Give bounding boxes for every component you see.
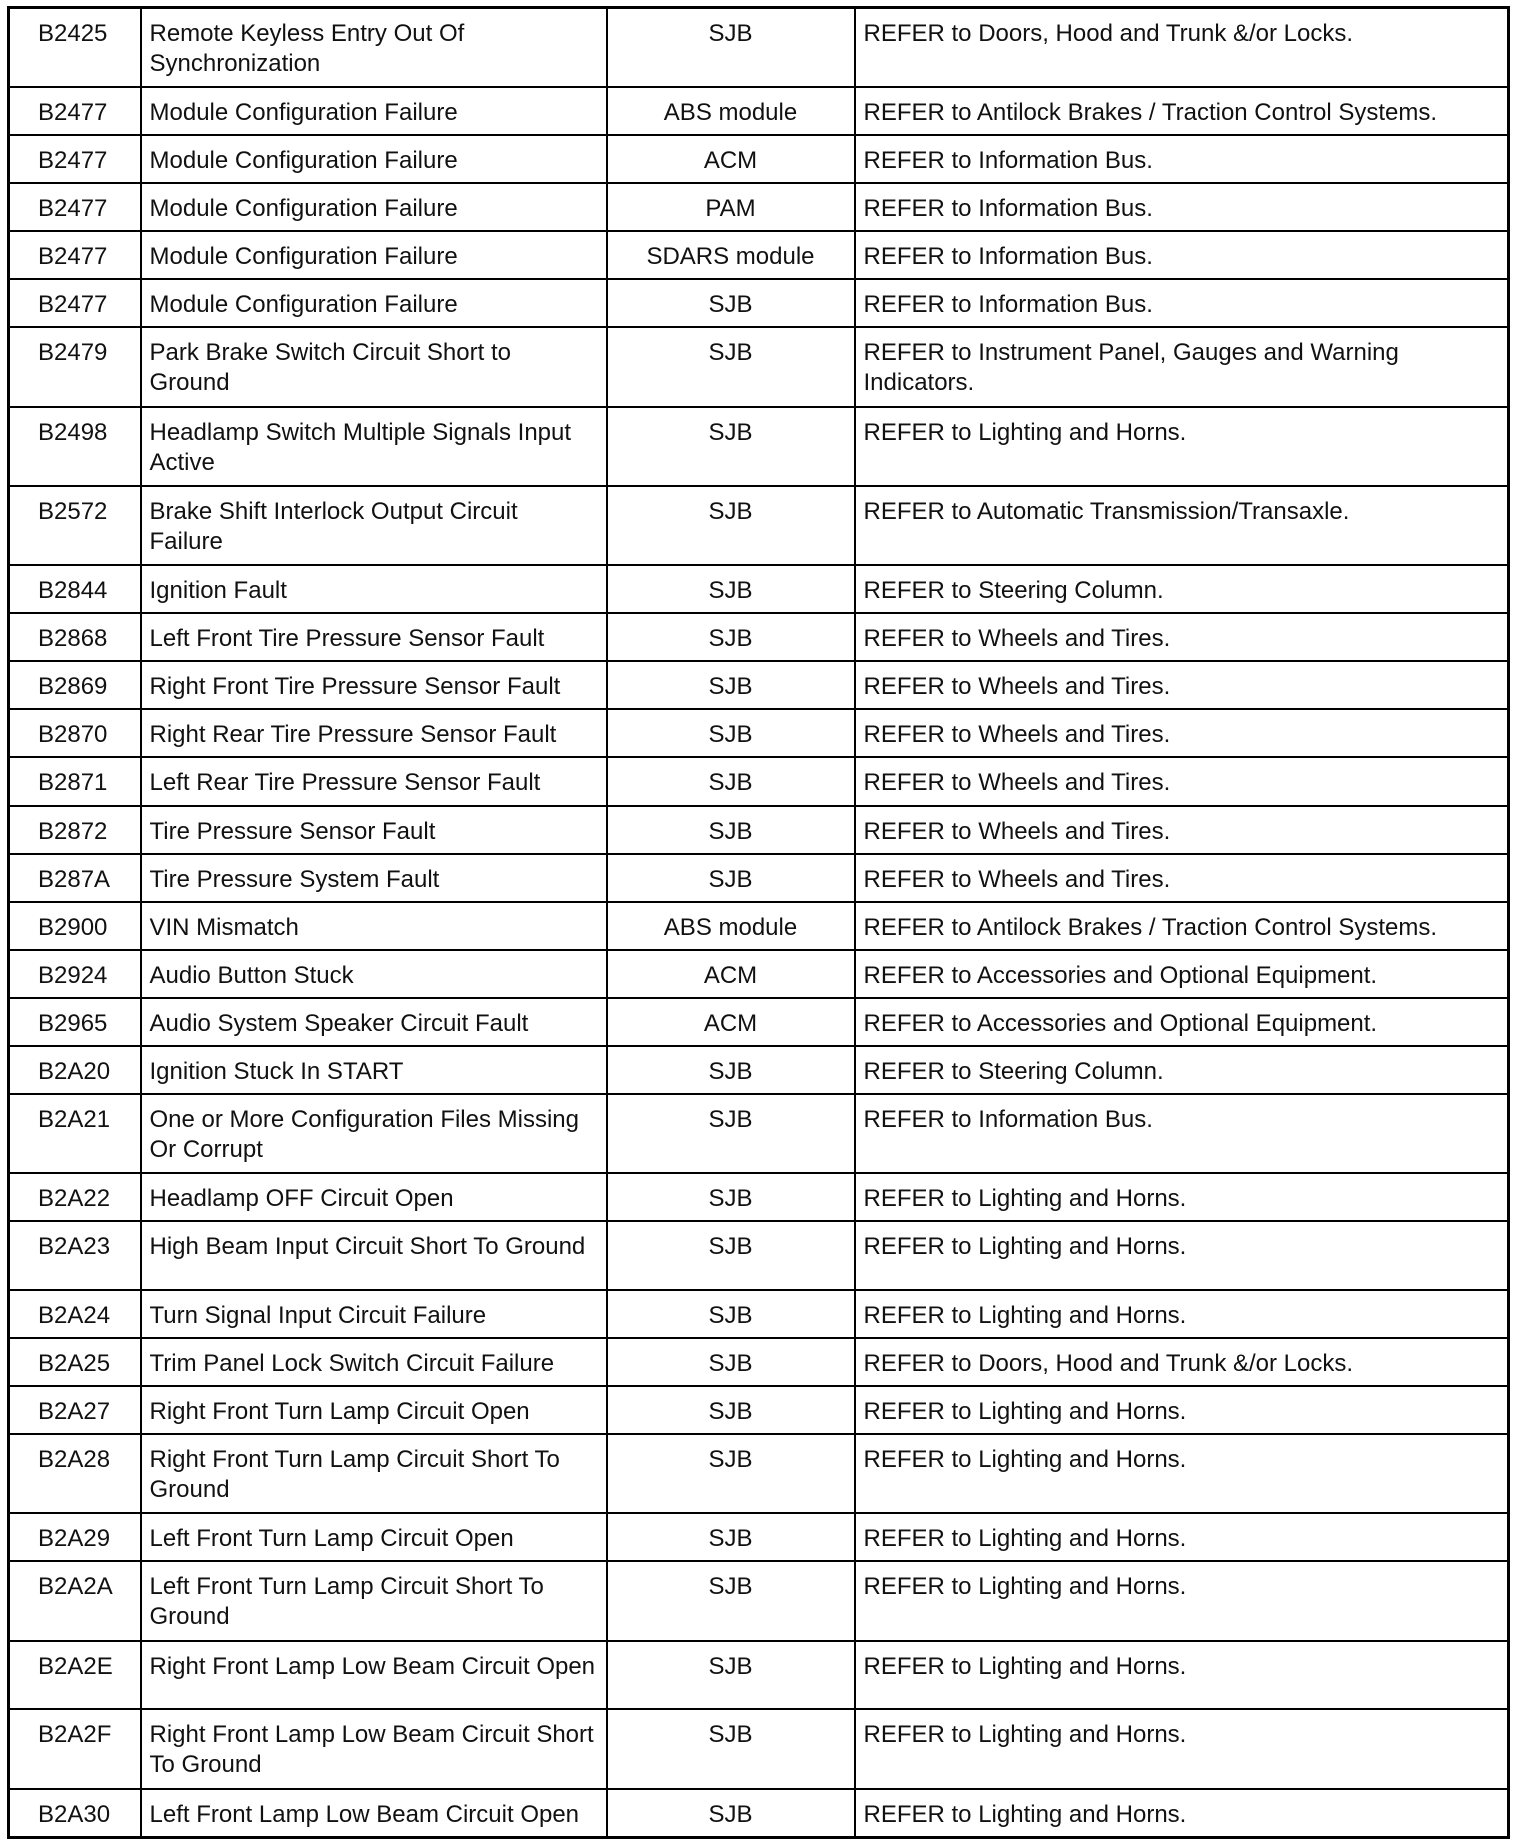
dtc-module-cell: PAM <box>607 183 855 231</box>
dtc-description-cell: VIN Mismatch <box>141 902 607 950</box>
dtc-description-cell: Remote Keyless Entry Out Of Synchronization <box>141 8 607 88</box>
dtc-action-cell: REFER to Information Bus. <box>855 135 1509 183</box>
dtc-code-cell: B2A24 <box>9 1290 141 1338</box>
table-row <box>9 1046 1509 1094</box>
table-row <box>9 279 1509 327</box>
dtc-action-cell: REFER to Information Bus. <box>855 1094 1509 1173</box>
dtc-module-cell: ACM <box>607 950 855 998</box>
dtc-description-cell: Right Rear Tire Pressure Sensor Fault <box>141 709 607 757</box>
dtc-action-cell: REFER to Doors, Hood and Trunk &/or Locks. <box>855 8 1509 88</box>
dtc-description-cell: Module Configuration Failure <box>141 279 607 327</box>
dtc-action-cell: REFER to Wheels and Tires. <box>855 709 1509 757</box>
table-row <box>9 1173 1509 1221</box>
dtc-description-cell: Audio Button Stuck <box>141 950 607 998</box>
dtc-module-cell: SJB <box>607 1789 855 1838</box>
dtc-description-cell: Module Configuration Failure <box>141 135 607 183</box>
dtc-action-cell: REFER to Steering Column. <box>855 565 1509 613</box>
dtc-action-cell: REFER to Lighting and Horns. <box>855 1290 1509 1338</box>
dtc-module-cell: SJB <box>607 613 855 661</box>
dtc-code-cell: B2871 <box>9 757 141 805</box>
table-row <box>9 565 1509 613</box>
dtc-code-cell: B2A20 <box>9 1046 141 1094</box>
dtc-description-cell: Module Configuration Failure <box>141 183 607 231</box>
dtc-description-cell: Ignition Stuck In START <box>141 1046 607 1094</box>
dtc-code-cell: B2477 <box>9 279 141 327</box>
dtc-module-cell: ABS module <box>607 87 855 135</box>
dtc-description-cell: Park Brake Switch Circuit Short to Ground <box>141 327 607 406</box>
dtc-description-cell: Left Front Turn Lamp Circuit Short To Ground <box>141 1561 607 1640</box>
dtc-code-cell: B2A21 <box>9 1094 141 1173</box>
dtc-code-cell: B2965 <box>9 998 141 1046</box>
dtc-description-cell: Ignition Fault <box>141 565 607 613</box>
dtc-code-cell: B2A30 <box>9 1789 141 1838</box>
dtc-description-cell: Trim Panel Lock Switch Circuit Failure <box>141 1338 607 1386</box>
dtc-module-cell: SJB <box>607 8 855 88</box>
dtc-code-cell: B2844 <box>9 565 141 613</box>
dtc-code-cell: B2477 <box>9 87 141 135</box>
dtc-code-cell: B2A25 <box>9 1338 141 1386</box>
table-row <box>9 1789 1509 1838</box>
dtc-code-cell: B2A22 <box>9 1173 141 1221</box>
table-row <box>9 613 1509 661</box>
dtc-action-cell: REFER to Information Bus. <box>855 279 1509 327</box>
dtc-description-cell: Tire Pressure System Fault <box>141 854 607 902</box>
dtc-action-cell: REFER to Instrument Panel, Gauges and Warning Indicators. <box>855 327 1509 406</box>
table-row <box>9 486 1509 565</box>
dtc-module-cell: SJB <box>607 854 855 902</box>
dtc-action-cell: REFER to Antilock Brakes / Traction Control Systems. <box>855 87 1509 135</box>
dtc-module-cell: SJB <box>607 661 855 709</box>
dtc-action-cell: REFER to Wheels and Tires. <box>855 661 1509 709</box>
dtc-code-cell: B2425 <box>9 8 141 88</box>
dtc-code-cell: B287A <box>9 854 141 902</box>
dtc-code-cell: B2477 <box>9 231 141 279</box>
dtc-action-cell: REFER to Information Bus. <box>855 183 1509 231</box>
dtc-description-cell: One or More Configuration Files Missing Or Corrupt <box>141 1094 607 1173</box>
dtc-module-cell: SJB <box>607 279 855 327</box>
dtc-action-cell: REFER to Accessories and Optional Equipment. <box>855 998 1509 1046</box>
table-row <box>9 87 1509 135</box>
dtc-module-cell: SJB <box>607 486 855 565</box>
table-row <box>9 231 1509 279</box>
table-row <box>9 1434 1509 1513</box>
dtc-module-cell: SJB <box>607 1338 855 1386</box>
dtc-action-cell: REFER to Lighting and Horns. <box>855 1434 1509 1513</box>
dtc-module-cell: SJB <box>607 757 855 805</box>
dtc-module-cell: SJB <box>607 1513 855 1561</box>
dtc-description-cell: Right Front Turn Lamp Circuit Open <box>141 1386 607 1434</box>
table-row <box>9 1709 1509 1788</box>
dtc-action-cell: REFER to Lighting and Horns. <box>855 1513 1509 1561</box>
dtc-module-cell: SJB <box>607 407 855 486</box>
dtc-action-cell: REFER to Antilock Brakes / Traction Control Systems. <box>855 902 1509 950</box>
dtc-description-cell: Left Front Tire Pressure Sensor Fault <box>141 613 607 661</box>
dtc-code-cell: B2869 <box>9 661 141 709</box>
dtc-module-cell: SJB <box>607 1173 855 1221</box>
dtc-module-cell: SJB <box>607 1434 855 1513</box>
dtc-action-cell: REFER to Lighting and Horns. <box>855 1789 1509 1838</box>
dtc-description-cell: Right Front Turn Lamp Circuit Short To Ground <box>141 1434 607 1513</box>
dtc-code-cell: B2868 <box>9 613 141 661</box>
dtc-code-cell: B2A23 <box>9 1221 141 1290</box>
dtc-description-cell: Module Configuration Failure <box>141 231 607 279</box>
dtc-action-cell: REFER to Lighting and Horns. <box>855 1173 1509 1221</box>
dtc-module-cell: SJB <box>607 327 855 406</box>
dtc-module-cell: ABS module <box>607 902 855 950</box>
table-row <box>9 950 1509 998</box>
dtc-action-cell: REFER to Doors, Hood and Trunk &/or Locks. <box>855 1338 1509 1386</box>
dtc-description-cell: Left Front Turn Lamp Circuit Open <box>141 1513 607 1561</box>
dtc-module-cell: SJB <box>607 1221 855 1290</box>
dtc-module-cell: SJB <box>607 565 855 613</box>
dtc-code-cell: B2872 <box>9 806 141 854</box>
dtc-action-cell: REFER to Lighting and Horns. <box>855 1561 1509 1640</box>
table-row <box>9 1338 1509 1386</box>
dtc-code-cell: B2870 <box>9 709 141 757</box>
dtc-description-cell: Headlamp OFF Circuit Open <box>141 1173 607 1221</box>
dtc-action-cell: REFER to Lighting and Horns. <box>855 1641 1509 1710</box>
dtc-description-cell: Right Front Tire Pressure Sensor Fault <box>141 661 607 709</box>
dtc-code-cell: B2477 <box>9 135 141 183</box>
dtc-action-cell: REFER to Automatic Transmission/Transaxle. <box>855 486 1509 565</box>
dtc-module-cell: SJB <box>607 1561 855 1640</box>
dtc-description-cell: Left Front Lamp Low Beam Circuit Open <box>141 1789 607 1838</box>
dtc-module-cell: SDARS module <box>607 231 855 279</box>
dtc-action-cell: REFER to Wheels and Tires. <box>855 613 1509 661</box>
dtc-description-cell: Tire Pressure Sensor Fault <box>141 806 607 854</box>
dtc-module-cell: SJB <box>607 1641 855 1710</box>
dtc-action-cell: REFER to Lighting and Horns. <box>855 1386 1509 1434</box>
table-row <box>9 1221 1509 1290</box>
dtc-action-cell: REFER to Lighting and Horns. <box>855 1221 1509 1290</box>
table-row <box>9 998 1509 1046</box>
dtc-module-cell: SJB <box>607 806 855 854</box>
dtc-module-cell: SJB <box>607 709 855 757</box>
table-row <box>9 8 1509 88</box>
dtc-description-cell: High Beam Input Circuit Short To Ground <box>141 1221 607 1290</box>
dtc-module-cell: SJB <box>607 1046 855 1094</box>
dtc-action-cell: REFER to Wheels and Tires. <box>855 757 1509 805</box>
dtc-description-cell: Right Front Lamp Low Beam Circuit Open <box>141 1641 607 1710</box>
dtc-action-cell: REFER to Lighting and Horns. <box>855 1709 1509 1788</box>
dtc-code-cell: B2924 <box>9 950 141 998</box>
table-row <box>9 1290 1509 1338</box>
dtc-description-cell: Left Rear Tire Pressure Sensor Fault <box>141 757 607 805</box>
dtc-action-cell: REFER to Wheels and Tires. <box>855 806 1509 854</box>
dtc-description-cell: Turn Signal Input Circuit Failure <box>141 1290 607 1338</box>
table-row <box>9 1094 1509 1173</box>
table-row <box>9 407 1509 486</box>
table-row <box>9 135 1509 183</box>
dtc-action-cell: REFER to Steering Column. <box>855 1046 1509 1094</box>
table-row <box>9 1513 1509 1561</box>
table-row <box>9 902 1509 950</box>
table-row <box>9 709 1509 757</box>
dtc-module-cell: SJB <box>607 1709 855 1788</box>
table-row <box>9 183 1509 231</box>
dtc-description-cell: Audio System Speaker Circuit Fault <box>141 998 607 1046</box>
table-row <box>9 806 1509 854</box>
dtc-module-cell: SJB <box>607 1094 855 1173</box>
dtc-description-cell: Brake Shift Interlock Output Circuit Failure <box>141 486 607 565</box>
dtc-code-cell: B2572 <box>9 486 141 565</box>
dtc-description-cell: Right Front Lamp Low Beam Circuit Short To Ground <box>141 1709 607 1788</box>
dtc-module-cell: SJB <box>607 1290 855 1338</box>
dtc-code-cell: B2900 <box>9 902 141 950</box>
dtc-code-cell: B2A27 <box>9 1386 141 1434</box>
dtc-code-cell: B2498 <box>9 407 141 486</box>
dtc-table <box>7 6 1510 1839</box>
dtc-action-cell: REFER to Lighting and Horns. <box>855 407 1509 486</box>
table-row <box>9 854 1509 902</box>
dtc-code-cell: B2A29 <box>9 1513 141 1561</box>
dtc-table-body <box>9 8 1509 1838</box>
table-row <box>9 327 1509 406</box>
table-row <box>9 1641 1509 1710</box>
table-row <box>9 1561 1509 1640</box>
dtc-action-cell: REFER to Information Bus. <box>855 231 1509 279</box>
table-row <box>9 661 1509 709</box>
table-row <box>9 1386 1509 1434</box>
dtc-code-cell: B2A2F <box>9 1709 141 1788</box>
dtc-description-cell: Module Configuration Failure <box>141 87 607 135</box>
table-row <box>9 757 1509 805</box>
dtc-code-cell: B2A2E <box>9 1641 141 1710</box>
dtc-description-cell: Headlamp Switch Multiple Signals Input Active <box>141 407 607 486</box>
dtc-code-cell: B2A2A <box>9 1561 141 1640</box>
dtc-code-cell: B2479 <box>9 327 141 406</box>
dtc-module-cell: SJB <box>607 1386 855 1434</box>
dtc-action-cell: REFER to Accessories and Optional Equipment. <box>855 950 1509 998</box>
dtc-code-cell: B2477 <box>9 183 141 231</box>
dtc-module-cell: ACM <box>607 998 855 1046</box>
dtc-module-cell: ACM <box>607 135 855 183</box>
dtc-code-cell: B2A28 <box>9 1434 141 1513</box>
dtc-action-cell: REFER to Wheels and Tires. <box>855 854 1509 902</box>
